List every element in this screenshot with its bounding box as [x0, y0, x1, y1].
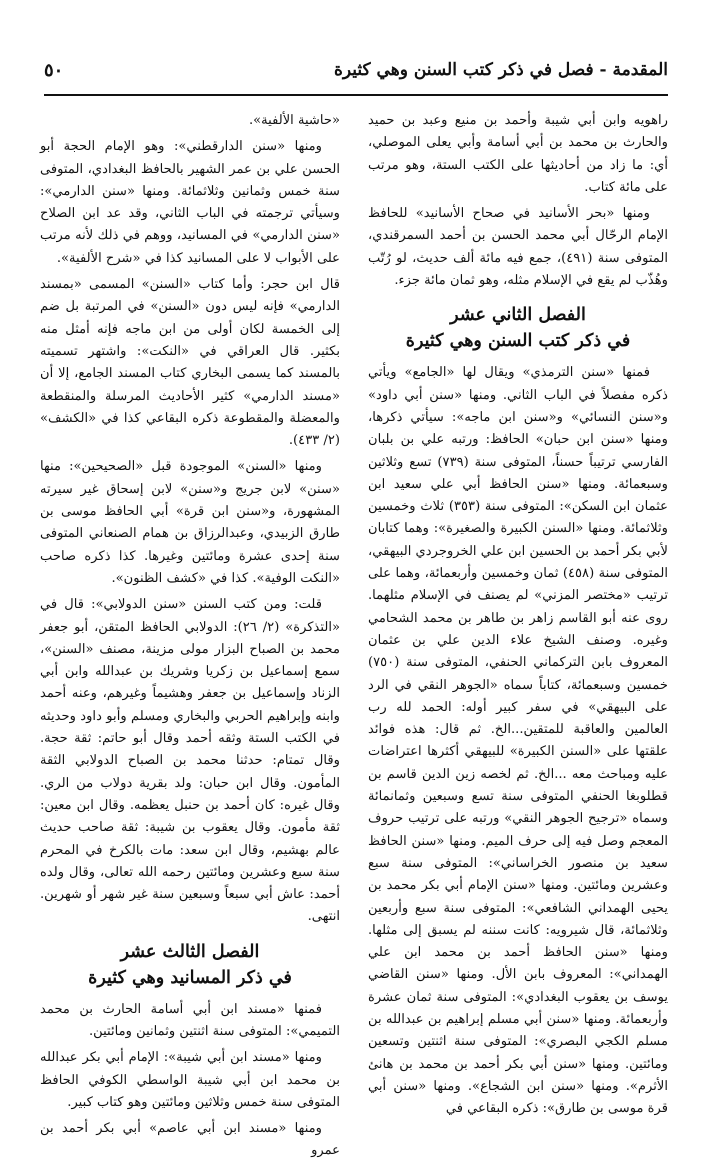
paragraph-dulabi: قلت: ومن كتب السنن «سنن الدولابي»: قال في «التذكرة» (٢/ ٢٦): الدولابي الحافظ المتقن، أبو جعفر محمد بن الصباح البزار مولى مزينة، مصنف «السنن»، سمع إسماعيل بن زكريا وشريك بن عبدالله وابن أبي الزناد وإسماعيل بن جعفر وهشيماً وغيرهم، وعنه أحمد وابنه وإبراهيم الحربي والبخاري ومسلم وأبو داود وحديثه في الكتب الستة وثقه أحمد وقال أبو حاتم: ثقة حجة. وقال تمتام: حدثنا محمد بن الصباح الدولابي الثقة المأمون. وقال ابن حبان: ولد بقرية دولاب من الري. وقال غيره: كان أحمد بن حنبل يعظمه. وقال ابن معين: ثقة مأمون. وقال يعقوب بن شيبة: ثقة صاحب حديث عالم بهشيم، وقال ابن سعد: مات بالكرخ في المحرم سنة سبع وعشرين ومائتين رحمه الله تعالى، وقال ولده أحمد: عاش أبي سبعاً وسبعين سنة غير شهر أو شهرين. انتهى. [40, 597, 340, 925]
chapter-heading-13 [40, 939, 340, 991]
left-column [40, 110, 340, 1167]
running-head: المقدمة - فصل في ذكر كتب السنن وهي كثيرة [334, 60, 668, 80]
chapter-12-subtitle: في ذكر كتب السنن وهي كثيرة [405, 331, 631, 352]
page-header [44, 60, 668, 92]
paragraph-bahr-al-asanid: ومنها «بحر الأسانيد في صحاح الأسانيد» للحافظ الإمام الرحّال أبي محمد الحسن بن أحمد السمرقندي، المتوفى سنة (٤٩١)، جمع فيه مائة ألف حديث، لو رُتّب وهُذّب لم يقع في الإسلام مثله، وهو ثمان مائة جزء. [368, 206, 668, 289]
paragraph-musnad-harith: فمنها «مسند ابن أبي أسامة الحارث بن محمد التميمي»: المتوفى سنة اثنتين وثمانين ومائتين. [40, 1001, 340, 1039]
chapter-12-title: الفصل الثاني عشر [450, 305, 586, 326]
chapter-13-subtitle: في ذكر المسانيد وهي كثيرة [88, 967, 292, 988]
page-number: ٥٠ [44, 60, 64, 81]
chapter-13-title: الفصل الثالث عشر [120, 941, 260, 962]
paragraph-sunan-list: فمنها «سنن الترمذي» ويقال لها «الجامع» ويأتي ذكره مفصلاً في الباب الثاني. ومنها «سنن أبي داود» و«سنن النسائي» و«سنن ابن ماجه»: سيأتي ذكرها، ومنها «سنن ابن حبان» الحافظ: ورتبه علي بن بلبان الفارسي ترتيباً حسناً، المتوفى سنة (٧٣٩) تسع وثلاثين وسبعمائة. ومنها «سنن الحافظ أبي علي سعيد ابن عثمان ابن السكن»: المتوفى سنة (٣٥٣) ثلاث وخمسين وثلاثمائة. ومنها «السنن الكبيرة والصغيرة»: وهما كتابان لأبي بكر أحمد بن الحسين ابن علي الخروجردي البيهقي، المتوفى سنة (٤٥٨) ثمان وخمسين وأربعمائة، وهما على ترتيب «مختصر المزني» لم يصنف في الإسلام مثلهما. روى عنه أبو القاسم زاهر بن طاهر بن محمد الشحامي وغيره. وصنف الشيخ علاء الدين علي بن عثمان المعروف بابن التركماني الحنفي، المتوفى سنة (٧٥٠) خمسين وسبعمائة، كتاباً سماه «الجوهر النقي في الرد على البيهقي» في سفر كبير أوله: الحمد لله رب العالمين والعاقبة للمتقين...الخ. ثم قال: هذه فوائد علقتها على «السنن الكبيرة» للبيهقي أكثرها اعتراضات عليه ومباحث معه ...الخ. ثم لخصه زين الدين قاسم بن قطلوبغا الحنفي المتوفى سنة تسع وسبعين وثمانمائة وسماه «ترجيح الجوهر النقي» ورتبه على ترتيب حروف المعجم وصل فيه إلى حرف الميم. ومنها «سنن الحافظ سعيد بن منصور الخراساني»: المتوفى سنة سبع وعشرين ومائتين. ومنها «سنن الإمام أبي بكر محمد بن يحيى الهمداني الشافعي»: المتوفى سنة سبع وأربعين وثلاثمائة، قال شيرويه: كانت سننه لم يسبق إلى مثلها. ومنها «سنن الحافظ أحمد بن محمد ابن علي الهمداني»: المعروف بابن الأل. ومنها «سنن القاضي يوسف بن يعقوب البغدادي»: المتوفى سنة ثمان عشرة وأربعمائة. ومنها «سنن أبي مسلم إبراهيم بن عبدالله بن مسلم الكجي البصري»: المتوفى سنة اثنتين وتسعين ومائتين. ومنها «سنن أبي بكر أحمد بن محمد بن هانئ الأثرم». ومنها «سنن ابن الشجاع». ومنها «سنن أبي قرة موسى بن طارق»: ذكره البقاعي في [368, 365, 668, 1117]
paragraph-musnad-ibn-abi-asim: ومنها «مسند ابن أبي عاصم» أبي بكر أحمد بن عمرو [40, 1121, 340, 1159]
paragraph-intro: راهويه وابن أبي شيبة وأحمد بن منيع وعبد بن حميد والحارث بن محمد بن أبي أسامة وأبي يعلى الموصلي، أي: ما زاد من أحاديثها على الكتب الستة، وهو مرتب على مائة كتاب. [368, 113, 668, 195]
right-column [368, 110, 668, 1124]
paragraph-sunan-before-sahihayn: ومنها «السنن» الموجودة قبل «الصحيحين»: منها «سنن» لابن جريج و«سنن» لابن إسحاق غير سيرته المشهورة، و«سنن ابن قرة» أبي الحافظ موسى بن طارق الزبيدي، وعبدالرزاق بن همام الصنعاني المتوفى سنة إحدى عشرة ومائتين وغيرها. كذا ذكره صاحب «النكت الوفية». كذا في «كشف الظنون». [40, 459, 340, 586]
chapter-heading-12 [368, 302, 668, 354]
paragraph-musnad-ibn-abi-shaybah: ومنها «مسند ابن أبي شيبة»: الإمام أبي بكر عبدالله بن محمد ابن أبي شيبة الواسطي الكوفي الحافظ المتوفى سنة خمس وثلاثين ومائتين وهو كتاب كبير. [40, 1050, 340, 1110]
paragraph-daraqutni: ومنها «سنن الدارقطني»: وهو الإمام الحجة أبو الحسن علي بن عمر الشهير بالحافظ البغدادي، المتوفى سنة خمس وثمانين وثلاثمائة. ومنها «سنن الدارمي»: وسيأتي ترجمته في الباب الثاني، وقد عد ابن الصلاح «سنن الدارمي» في المسانيد، ووهم في ذلك لأنه مرتب على الأبواب لا على المسانيد كذا في «شرح الألفية». [40, 139, 340, 266]
paragraph-hashiyat-alfiyya: «حاشية الألفية». [248, 113, 340, 128]
header-rule [44, 94, 668, 96]
paragraph-ibn-hajar: قال ابن حجر: وأما كتاب «السنن» المسمى «بمسند الدارمي» فإنه ليس دون «السنن» في المرتبة بل ضم إلى الخمسة لكان أولى من ابن ماجه فإنه أمثل منه بكثير. قال العراقي في «النكت»: واشتهر تسميته بالمسند كما يسمى البخاري كتاب المسند الجامع، إلا أن «مسند الدارمي» كثير الأحاديث المرسلة والمنقطعة والمعضلة والمقطوعة ذكره البقاعي كذا في «الكشف» (٢/ ٤٣٣). [40, 277, 340, 449]
